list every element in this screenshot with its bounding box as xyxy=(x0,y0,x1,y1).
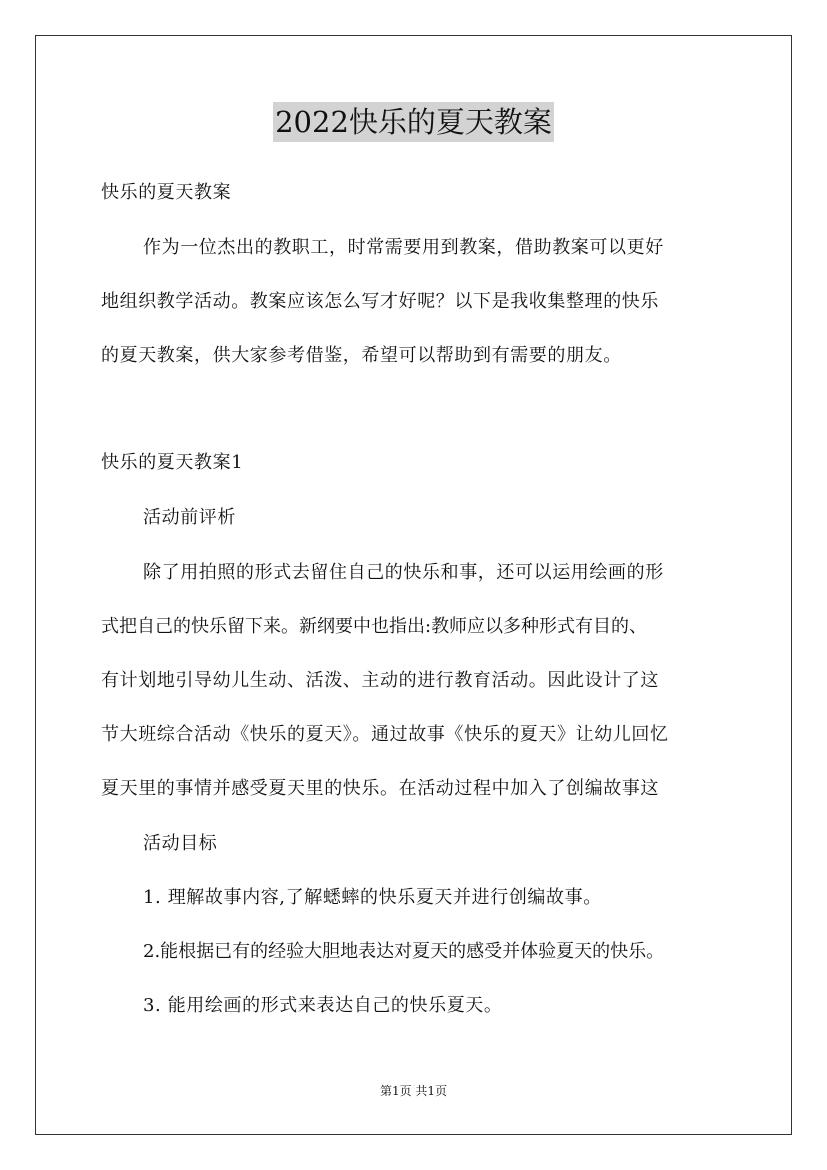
goal-item-3: 3. 能用绘画的形式来表达自己的快乐夏天。 xyxy=(143,995,503,1016)
section-heading: 快乐的夏天教案1 xyxy=(101,452,244,473)
analysis-line-3: 有计划地引导幼儿生动、活泼、主动的进行教育活动。因此设计了这 xyxy=(101,670,659,691)
goals-heading: 活动目标 xyxy=(143,833,218,854)
analysis-heading: 活动前评析 xyxy=(143,507,236,528)
intro-line-1: 作为一位杰出的教职工，时常需要用到教案，借助教案可以更好 xyxy=(143,237,664,258)
intro-line-2: 地组织教学活动。教案应该怎么写才好呢？以下是我收集整理的快乐 xyxy=(101,291,659,312)
analysis-line-4: 节大班综合活动《快乐的夏天》。通过故事《快乐的夏天》让幼儿回忆 xyxy=(101,724,669,745)
goal-item-2: 2.能根据已有的经验大胆地表达对夏天的感受并体验夏天的快乐。 xyxy=(143,941,665,962)
intro-line-3: 的夏天教案，供大家参考借鉴，希望可以帮助到有需要的朋友。 xyxy=(101,345,622,366)
analysis-line-5: 夏天里的事情并感受夏天里的快乐。在活动过程中加入了创编故事这 xyxy=(101,778,659,799)
analysis-line-2: 式把自己的快乐留下来。新纲要中也指出:教师应以多种形式有目的、 xyxy=(101,616,648,637)
page-footer: 第1页 共1页 xyxy=(379,1084,448,1098)
document-title: 2022快乐的夏天教案 xyxy=(273,102,554,142)
goal-item-1: 1. 理解故事内容,了解蟋蟀的快乐夏天并进行创编故事。 xyxy=(143,887,602,908)
document-subtitle: 快乐的夏天教案 xyxy=(101,182,232,203)
title-container xyxy=(0,102,827,142)
analysis-line-1: 除了用拍照的形式去留住自己的快乐和事，还可以运用绘画的形 xyxy=(143,562,664,583)
